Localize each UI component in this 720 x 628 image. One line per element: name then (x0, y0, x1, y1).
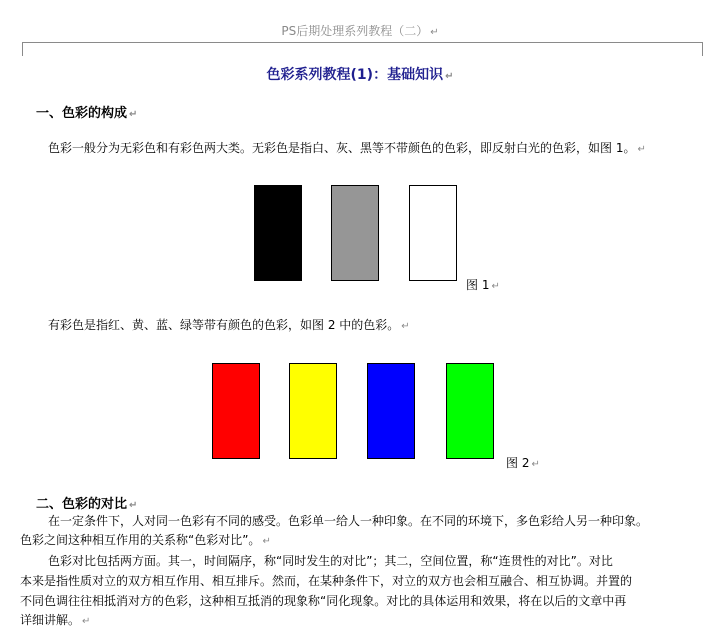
section-heading-text: 一、色彩的构成 (36, 106, 128, 121)
section-heading-composition (36, 102, 137, 121)
paragraph-text: 详细讲解。 (20, 613, 81, 627)
paragraph-line-4 (20, 572, 632, 589)
margin-corner-right (702, 42, 720, 56)
swatch-white (409, 185, 457, 281)
paragraph-mark-icon: ↵ (129, 109, 138, 120)
swatch-black (254, 185, 302, 281)
margin-corner-left (0, 42, 23, 56)
paragraph-line-3 (48, 552, 613, 569)
figure-caption-text: 图 2 (506, 456, 530, 470)
paragraph-mark-icon: ↵ (531, 459, 540, 470)
section-heading-text: 二、色彩的对比 (36, 497, 128, 512)
paragraph-chromatic (48, 316, 410, 333)
paragraph-text: 有彩色是指红、黄、蓝、绿等带有颜色的色彩，如图 2 中的色彩。 (48, 318, 400, 332)
paragraph-line-5 (20, 592, 626, 609)
paragraph-text: 色彩对比包括两方面。其一，时间隔序，称“同时发生的对比”；其二，空间位置，称“连贯性的对比”。对比 (48, 554, 613, 568)
paragraph-mark-icon: ↵ (82, 616, 91, 627)
figure-caption-text: 图 1 (466, 278, 490, 292)
paragraph-mark-icon: ↵ (401, 321, 410, 332)
paragraph-line-2 (20, 531, 271, 548)
paragraph-mark-icon: ↵ (129, 500, 138, 511)
paragraph-line-6 (20, 611, 90, 628)
running-header-text: PS后期处理系列教程（二） (281, 24, 429, 38)
swatch-blue (367, 363, 415, 459)
paragraph-text: 色彩之间这种相互作用的关系称“色彩对比”。 (20, 533, 261, 547)
paragraph-mark-icon: ↵ (445, 71, 454, 82)
document-title (0, 64, 720, 84)
swatch-yellow (289, 363, 337, 459)
paragraph-mark-icon: ↵ (262, 536, 271, 547)
swatch-green (446, 363, 494, 459)
header-rule (22, 42, 702, 43)
section-heading-contrast (36, 493, 137, 512)
paragraph-mark-icon: ↵ (430, 27, 439, 38)
paragraph-mark-icon: ↵ (637, 144, 646, 155)
swatch-gray (331, 185, 379, 281)
paragraph-line-1 (48, 512, 648, 529)
paragraph-mark-icon: ↵ (491, 281, 500, 292)
paragraph-text: 色彩一般分为无彩色和有彩色两大类。无彩色是指白、灰、黑等不带颜色的色彩，即反射白光的色彩，如图 1。 (48, 141, 636, 155)
paragraph-text: 在一定条件下，人对同一色彩有不同的感受。色彩单一给人一种印象。在不同的环境下，多色彩给人另一种印象。 (48, 514, 649, 528)
paragraph-text: 本来是指性质对立的双方相互作用、相互排斥。然而，在某种条件下，对立的双方也会相互融合、相互协调。并置的 (20, 574, 633, 588)
document-title-text: 色彩系列教程(1)：基础知识 (266, 67, 444, 83)
paragraph-achromatic (48, 139, 646, 156)
figure-2-caption (506, 454, 540, 471)
paragraph-text: 不同色调往往相抵消对方的色彩，这种相互抵消的现象称“同化现象。对比的具体运用和效果，将在以后的文章中再 (20, 594, 627, 608)
figure-1-caption (466, 276, 500, 293)
swatch-red (212, 363, 260, 459)
running-header (0, 22, 720, 39)
